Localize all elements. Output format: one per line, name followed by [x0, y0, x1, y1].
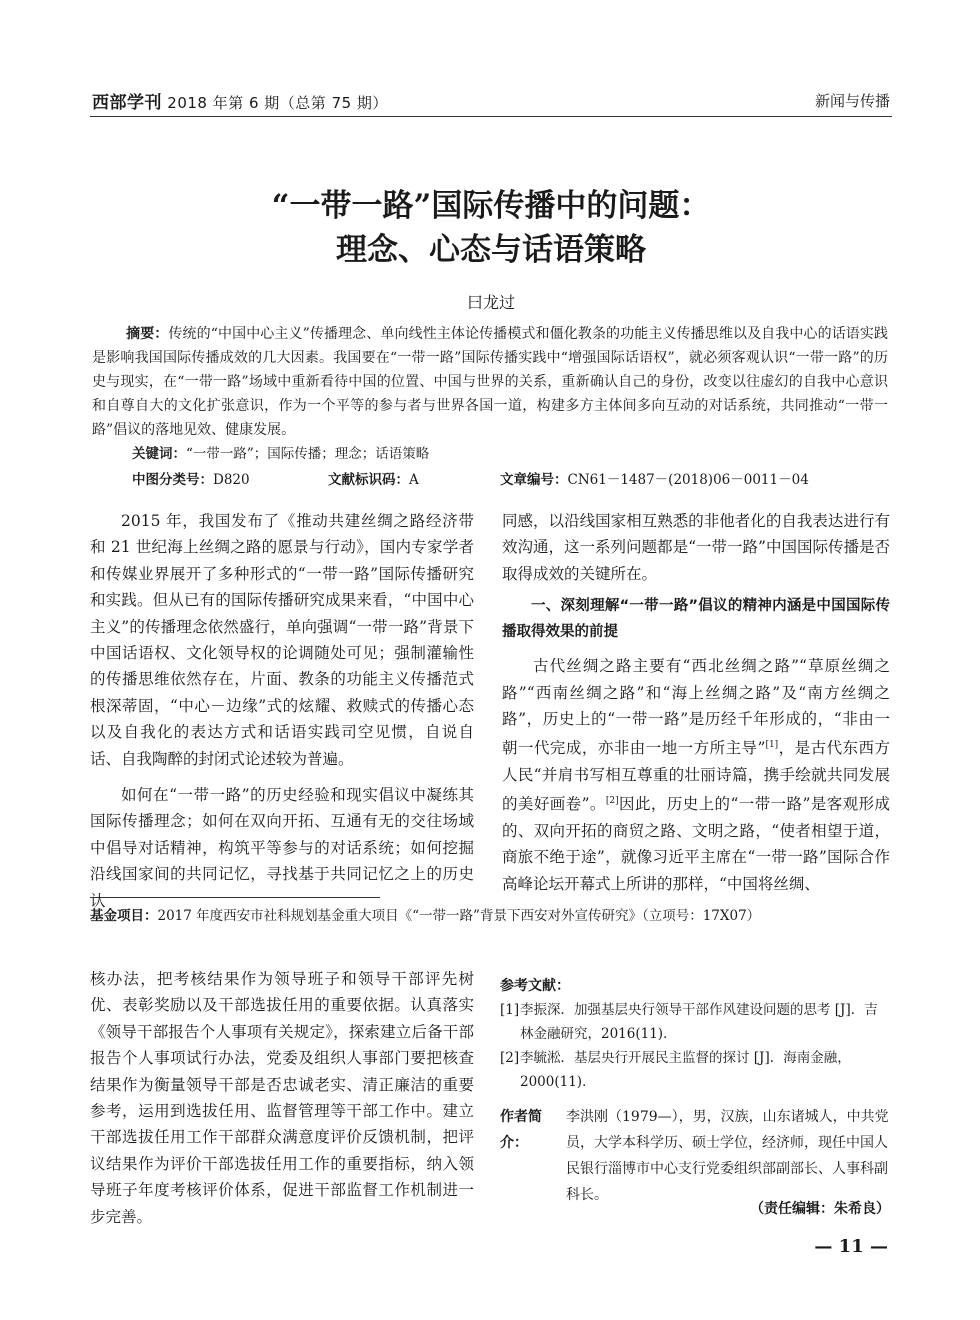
- reference-text: 李毓淞．基层央行开展民主监督的探讨 [J]．海南金融，2000(11)．: [520, 1050, 851, 1090]
- responsible-editor: （责任编辑：朱希良）: [750, 1201, 890, 1217]
- body-paragraph: [502, 653, 890, 897]
- references-label: 参考文献：: [500, 978, 570, 994]
- article-number: [500, 468, 809, 488]
- clc-label: 中图分类号：: [132, 472, 213, 488]
- doc-label: 文献标识码：: [328, 472, 409, 488]
- article-label: 文章编号：: [500, 472, 568, 488]
- abstract: [92, 322, 888, 442]
- author-bio: [500, 1104, 892, 1208]
- bio-label: 作者简介：: [500, 1109, 542, 1151]
- lower-left-column: [90, 966, 474, 1230]
- article-title-line-2: 理念、心态与话语策略: [336, 232, 646, 268]
- doc-value: A: [409, 472, 419, 488]
- fund-label: 基金项目：: [90, 908, 158, 924]
- header-divider: [90, 116, 892, 117]
- author-name: 曰龙过: [466, 293, 515, 312]
- body-paragraph: 核办法，把考核结果作为领导班子和领导干部评先树优、表彰奖励以及干部选拔任用的重要依据。认真落实《领导干部报告个人事项有关规定》，探索建立后备干部报告个人事项试行办法，党委及组织人事部门要把核查结果作为衡量领导干部是否忠诚老实、清正廉洁的重要参考，运用到选拔任用、监督管理等干部工作中。建立干部选拔任用工作干部群众满意度评价反馈机制，把评议结果作为评价干部选拔任用工作的重要指标，纳入领导班子年度考核评价体系，促进干部监督工作机制进一步完善。: [90, 970, 474, 1226]
- abstract-label: 摘要：: [126, 326, 169, 342]
- reference-item: [500, 1046, 890, 1094]
- running-header-journal: [92, 88, 388, 113]
- reference-number: [2]: [500, 1050, 520, 1066]
- reference-text: 李振深．加强基层央行领导干部作风建设问题的思考 [J]．吉林金融研究，2016(11)．: [520, 1002, 878, 1042]
- page-number: — 11 —: [814, 1236, 888, 1257]
- body-left-column: [90, 508, 474, 914]
- reference-number: [1]: [500, 1002, 520, 1018]
- citation-ref: [2]: [605, 796, 619, 807]
- journal-name: 西部学刊: [92, 93, 162, 113]
- keywords-text: “一带一路”；国际传播；理念；话语策略: [186, 446, 430, 462]
- body-text: 因此，历史上的“一带一路”是客观形成的、双向开拓的商贸之路、文明之路，“使者相望于道，商旅不绝于途”，就像习近平主席在“一带一路”国际合作高峰论坛开幕式上所讲的那样，“中国将丝绸、: [502, 795, 890, 893]
- body-paragraph: 2015 年，我国发布了《推动共建丝绸之路经济带和 21 世纪海上丝绸之路的愿景与行动》，国内专家学者和传媒业界展开了多种形式的“一带一路”国际传播研究和实践。但从已有的国际传播研究成果来看，“中国中心主义”的传播理念依然盛行，单向强调“一带一路”背景下中国话语权、文化领导权的论调随处可见；强制灌输性的传播思维依然存在，片面、教条的功能主义传播范式根深蒂固，“中心－边缘”式的炫耀、救赎式的传播心态以及自我化的表达方式和话语实践司空见惯，自说自话、自我陶醉的封闭式论述较为普遍。: [90, 512, 474, 768]
- clc-value: D820: [213, 472, 250, 488]
- body-text: ，是古代东西方人民“并肩书写相互尊重的壮丽诗篇，携手绘就共同发展的美好画卷”。: [502, 739, 890, 814]
- footnote-divider: [90, 897, 380, 898]
- body-right-column: [502, 508, 890, 897]
- references: [500, 974, 890, 1094]
- fund-note: [90, 904, 760, 924]
- bio-text: 李洪刚（1979—），男，汉族，山东诸城人，中共党员，大学本科学历、硕士学位，经济师，现任中国人民银行淄博市中心支行党委组织部副部长、人事科副科长。: [566, 1109, 889, 1203]
- clc-number: [132, 468, 250, 488]
- article-title-line-1: “一带一路”国际传播中的问题：: [271, 188, 711, 224]
- body-paragraph: 同感，以沿线国家相互熟悉的非他者化的自我表达进行有效沟通，这一系列问题都是“一带一路”中国国际传播是否取得成效的关键所在。: [502, 512, 890, 583]
- running-header-section: 新闻与传播: [814, 92, 890, 110]
- body-paragraph: 如何在“一带一路”的历史经验和现实倡议中凝练其国际传播理念；如何在双向开拓、互通有无的交往场域中倡导对话精神，构筑平等参与的对话系统；如何挖掘沿线国家间的共同记忆，寻找基于共同记忆之上的历史认: [90, 786, 474, 910]
- document-code: [328, 468, 419, 488]
- body-text: 古代丝绸之路主要有“西北丝绸之路”“草原丝绸之路”“西南丝绸之路”和“海上丝绸之路”及“南方丝绸之路”，历史上的“一带一路”是历经千年形成的，“非由一朝一代完成，亦非由一地一方所主导”: [502, 657, 890, 758]
- keywords: [132, 442, 429, 462]
- abstract-text: 传统的“中国中心主义”传播理念、单向线性主体论传播模式和僵化教条的功能主义传播思维以及自我中心的话语实践是影响我国国际传播成效的几大因素。我国要在“一带一路”国际传播实践中“增强国际话语权”，就必须客观认识“一带一路”的历史与现实，在“一带一路”场域中重新看待中国的位置、中国与世界的关系，重新确认自己的身份，改变以往虚幻的自我中心意识和自尊自大的文化扩张意识，作为一个平等的参与者与世界各国一道，构建多方主体间多向互动的对话系统，共同推动“一带一路”倡议的落地见效、健康发展。: [92, 326, 889, 438]
- keywords-label: 关键词：: [132, 446, 186, 462]
- fund-text: 2017 年度西安市社科规划基金重大项目《“一带一路”背景下西安对外宣传研究》（立项号：17X07）: [157, 908, 761, 924]
- article-value: CN61－1487－(2018)06－0011－04: [567, 472, 809, 488]
- reference-item: [500, 998, 890, 1046]
- journal-issue: 2018 年第 6 期（总第 75 期）: [167, 94, 388, 112]
- section-heading: 一、深刻理解“一带一路”倡议的精神内涵是中国国际传播取得效果的前提: [502, 598, 890, 641]
- citation-ref: [1]: [765, 740, 779, 751]
